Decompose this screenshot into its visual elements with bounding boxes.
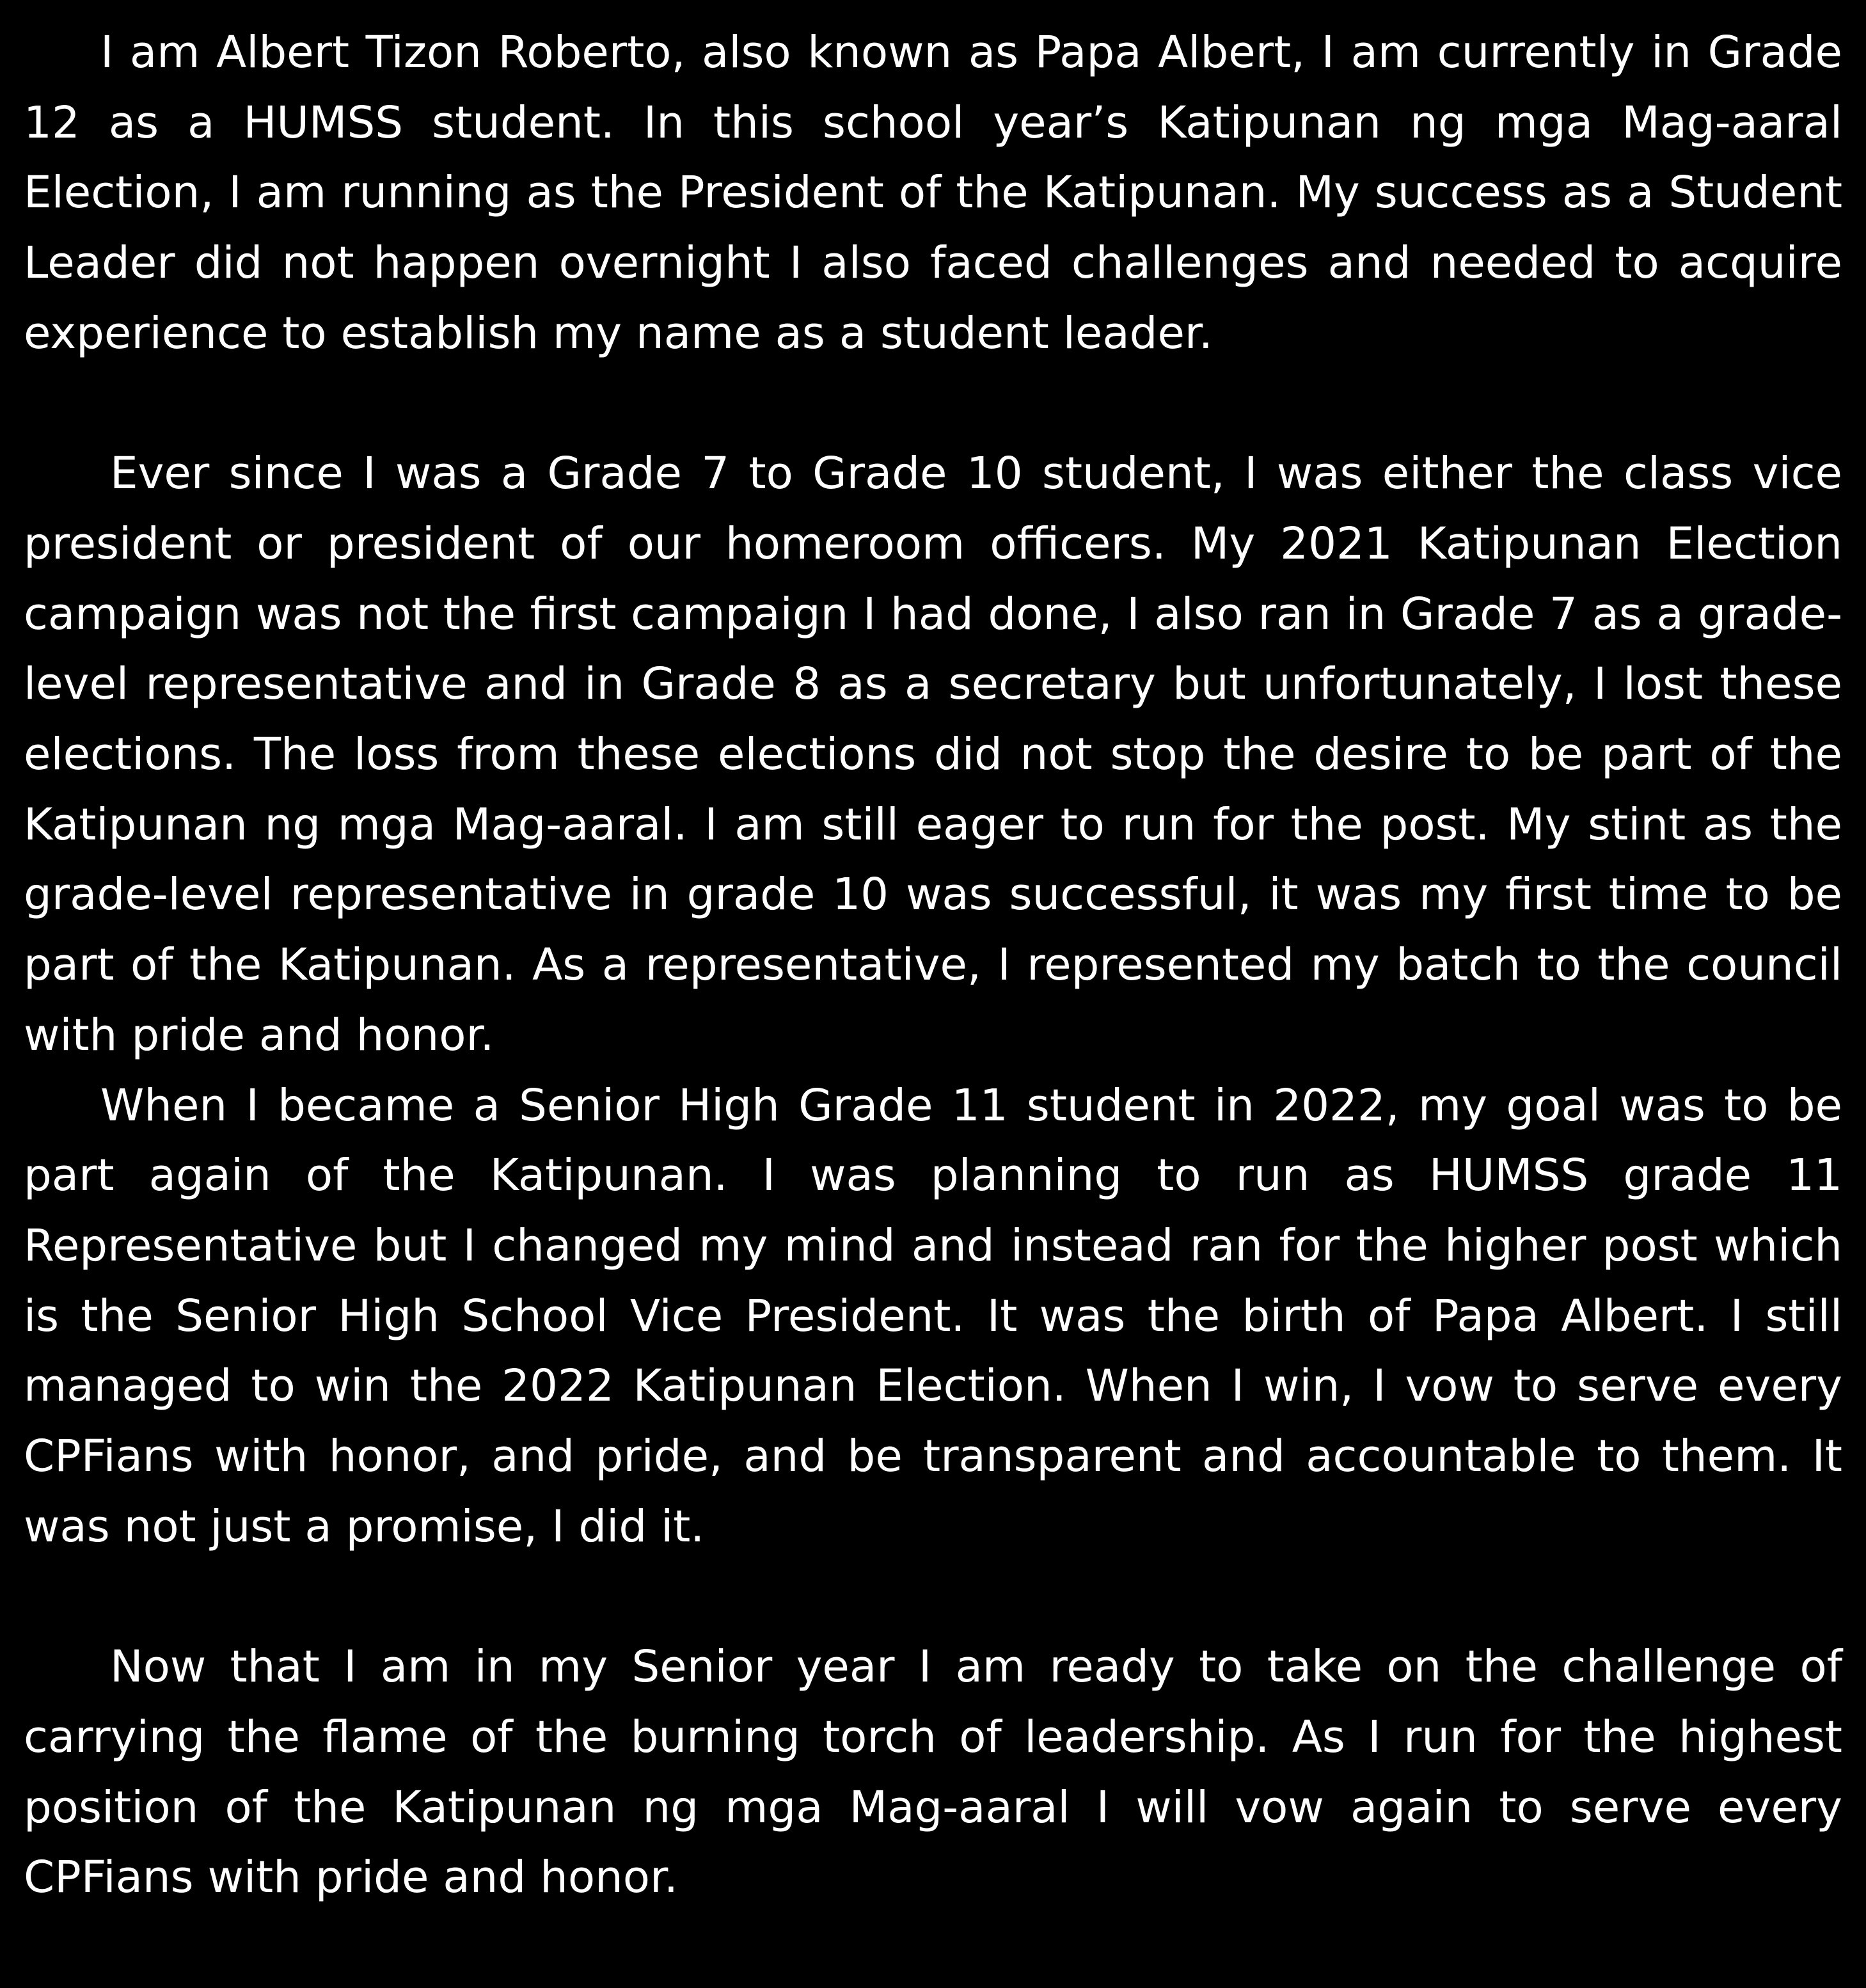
paragraph-senior-high: When I became a Senior High Grade 11 student in 2022, my goal was to be part again of the Katipunan. I was planning to run as HUMSS grade 11 Representative but I changed my mind and instead ran for the higher post which is the Senior High School Vice President. It was the birth of Papa Albert. I still managed to win the 2022 Katipunan Election. When I win, I vow to serve every CPFians with honor, and pride, and be transparent and accountable to them. It was not just a promise, I did it.: [24, 1079, 1842, 1552]
paragraph-closing: Now that I am in my Senior year I am ready to take on the challenge of carrying the flame of the burning torch of leadership. As I run for the highest position of the Katipunan ng mga Mag-aaral I will vow again to serve every CPFians with pride and honor.: [24, 1641, 1842, 1904]
document-body: [24, 18, 1842, 1913]
paragraph-introduction: I am Albert Tizon Roberto, also known as Papa Albert, I am currently in Grade 12 as a HUMSS student. In this school year’s Katipunan ng mga Mag-aaral Election, I am running as the President of the Katipunan. My success as a Student Leader did not happen overnight I also faced challenges and needed to acquire experience to establish my name as a student leader.: [24, 27, 1842, 359]
paragraph-early-experience: Ever since I was a Grade 7 to Grade 10 student, I was either the class vice president or president of our homeroom officers. My 2021 Katipunan Election campaign was not the first campaign I had done, I also ran in Grade 7 as a grade-level representative and in Grade 8 as a secretary but unfortunately, I lost these elections. The loss from these elections did not stop the desire to be part of the Katipunan ng mga Mag-aaral. I am still eager to run for the post. My stint as the grade-level representative in grade 10 was successful, it was my first time to be part of the Katipunan. As a representative, I represented my batch to the council with pride and honor.: [24, 448, 1842, 1061]
